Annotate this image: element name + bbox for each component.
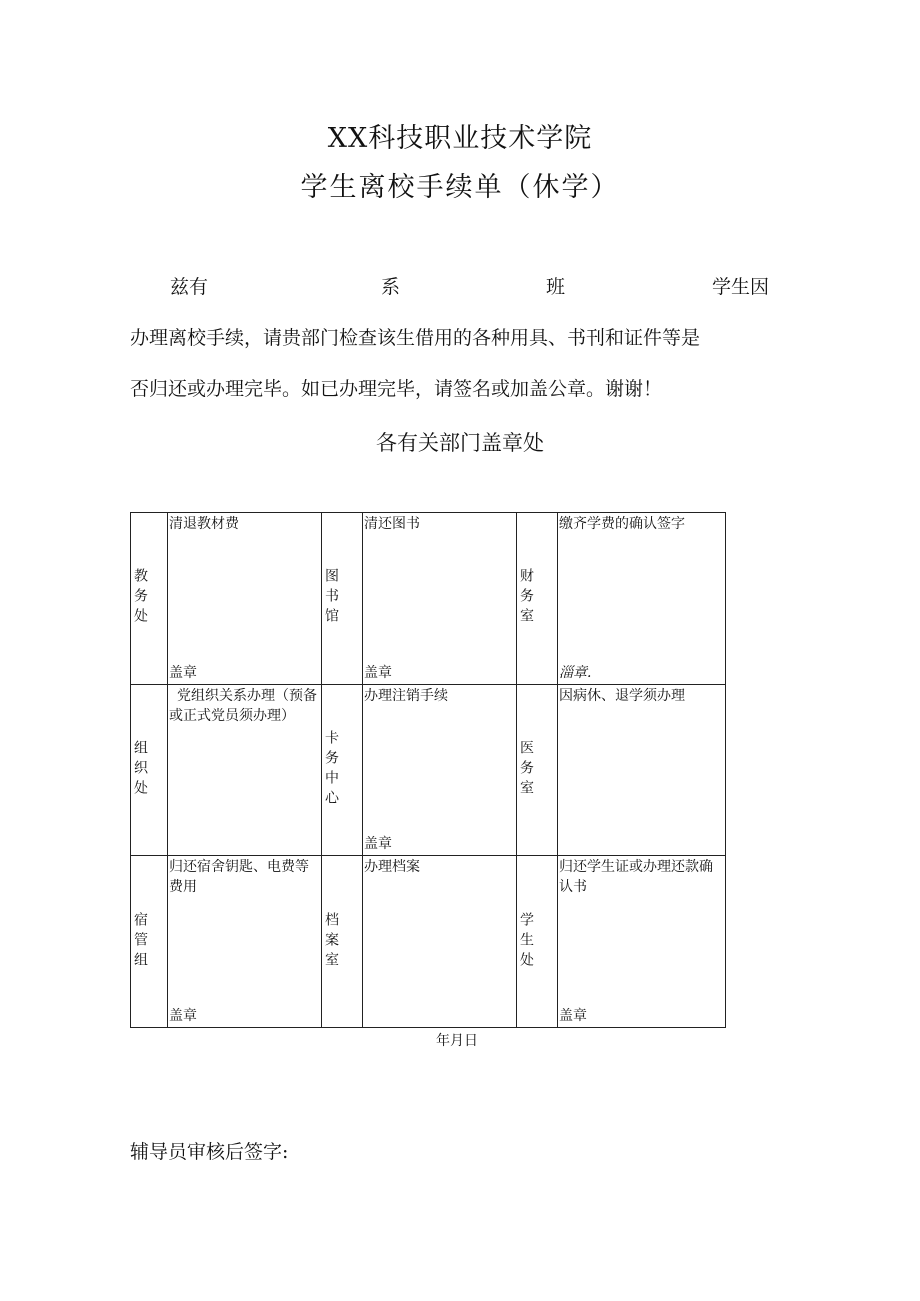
department-requirement: 党组织关系办理（预备或正式党员须办理） <box>169 687 317 724</box>
department-stamp-cell[interactable] <box>558 513 726 685</box>
stamp-label: 盖章 <box>364 664 392 681</box>
department-requirement: 办理档案 <box>364 859 420 876</box>
department-name-cell <box>131 856 168 1028</box>
department-name: 组织处 <box>132 739 148 800</box>
department-stamp-table <box>130 512 726 1028</box>
department-requirement: 缴齐学费的确认签字 <box>559 516 685 532</box>
department-name-cell <box>322 513 363 685</box>
department-name-cell <box>322 856 363 1028</box>
department-name-cell <box>517 684 558 856</box>
department-stamp-cell[interactable] <box>558 856 726 1028</box>
table-row <box>131 513 726 685</box>
table-row <box>131 684 726 856</box>
intro-line-1 <box>170 272 774 298</box>
department-name: 卡务中心 <box>323 729 339 810</box>
department-name-cell <box>131 513 168 685</box>
date-text: 年月日 <box>436 1033 478 1049</box>
stamp-label: 盖章 <box>169 1008 197 1024</box>
department-stamp-cell[interactable] <box>558 684 726 856</box>
department-name: 教务处 <box>132 568 148 629</box>
department-name: 财务室 <box>518 568 534 629</box>
department-name-cell <box>517 856 558 1028</box>
department-name: 档案室 <box>323 911 339 972</box>
department-stamp-cell[interactable] <box>168 856 322 1028</box>
department-stamp-cell[interactable] <box>168 684 322 856</box>
department-requirement: 归还学生证或办理还款确认书 <box>559 859 713 896</box>
department-requirement: 办理注销手续 <box>364 687 448 704</box>
form-title: 学生离校手续单（休学） <box>300 172 620 203</box>
counselor-signature-label: 辅导员审核后签字: <box>130 1141 289 1163</box>
intro-line-3: 否归还或办理完毕。如已办理完毕，请签名或加盖公章。谢谢！ <box>130 378 663 400</box>
stamp-label: 盖章 <box>169 664 197 681</box>
intro-line-2: 办理离校手续，请贵部门检查该生借用的各种用具、书刊和证件等是 <box>130 327 701 349</box>
stamp-label: 盖章 <box>364 836 392 853</box>
department-stamp-cell[interactable] <box>168 513 322 685</box>
department-name-cell <box>131 684 168 856</box>
department-stamp-cell[interactable] <box>363 513 517 685</box>
department-name-cell <box>322 684 363 856</box>
department-stamp-cell[interactable] <box>363 856 517 1028</box>
department-name: 学生处 <box>518 911 534 972</box>
department-requirement: 清还图书 <box>364 516 420 532</box>
section-title: 各有关部门盖章处 <box>376 431 544 455</box>
department-name-cell <box>517 513 558 685</box>
intro-word-ziyou: 兹有 <box>170 276 209 298</box>
intro-word-class: 班 <box>546 276 566 298</box>
school-name: XX科技职业技术学院 <box>327 123 593 154</box>
department-name: 图书馆 <box>323 568 339 629</box>
department-requirement: 因病休、退学须办理 <box>559 687 685 704</box>
department-stamp-cell[interactable] <box>363 684 517 856</box>
stamp-label: 淄章. <box>559 664 592 681</box>
department-name: 宿管组 <box>132 911 148 972</box>
stamp-label: 盖章 <box>559 1008 587 1024</box>
intro-word-student-because: 学生因 <box>712 276 770 298</box>
department-name: 医务室 <box>518 739 534 800</box>
table-row <box>131 856 726 1028</box>
department-requirement: 清退教材费 <box>169 516 239 532</box>
intro-word-department: 系 <box>381 276 401 298</box>
date-label <box>0 1030 920 1050</box>
department-requirement: 归还宿舍钥匙、电费等费用 <box>169 859 309 896</box>
